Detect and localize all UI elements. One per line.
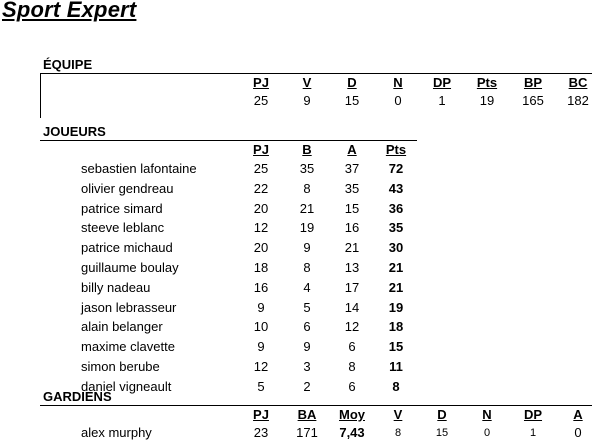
section-gardiens-title: GARDIENS	[43, 389, 112, 404]
player-pts: 8	[392, 378, 400, 394]
player-name: patrice michaud	[81, 240, 173, 256]
player-pts: 35	[388, 220, 404, 236]
player-b: 8	[303, 260, 311, 275]
player-pj: 16	[253, 279, 269, 295]
equipe-value-d: 15	[344, 93, 360, 108]
player-a: 6	[348, 339, 356, 355]
player-b: 3	[303, 359, 311, 374]
player-a: 12	[344, 319, 360, 335]
goalie-dp: 1	[529, 427, 537, 439]
player-a: 15	[344, 200, 360, 216]
player-pts: 11	[389, 359, 403, 374]
gardiens-header-v: V	[393, 407, 403, 422]
equipe-header-n: N	[393, 75, 403, 90]
joueurs-header-pts: Pts	[385, 142, 407, 157]
player-name: guillaume boulay	[81, 260, 179, 275]
player-pj: 20	[253, 240, 269, 256]
equipe-value-pj: 25	[253, 93, 269, 108]
section-joueurs-title: JOUEURS	[43, 124, 106, 139]
player-pj: 25	[253, 161, 269, 176]
player-name: jason lebrasseur	[81, 299, 177, 315]
player-a: 6	[348, 378, 356, 394]
player-b: 9	[303, 339, 311, 355]
player-name: maxime clavette	[81, 339, 175, 355]
player-b: 4	[303, 279, 311, 295]
player-pts: 19	[388, 299, 404, 315]
player-b: 9	[303, 240, 311, 256]
goalie-name: alex murphy	[81, 425, 152, 440]
player-name: daniel vigneault	[81, 378, 172, 394]
player-pj: 9	[257, 339, 265, 355]
player-pj: 5	[257, 378, 265, 394]
player-pts: 72	[388, 161, 404, 176]
player-name: alain belanger	[81, 319, 163, 335]
player-name: olivier gendreau	[81, 180, 174, 196]
gardiens-rule	[40, 405, 592, 406]
equipe-value-bc: 182	[567, 93, 589, 108]
equipe-value-dp: 1	[438, 93, 446, 108]
player-pj: 12	[253, 359, 269, 374]
goalie-moy: 7,43	[339, 425, 365, 440]
player-name: billy nadeau	[81, 279, 151, 295]
section-equipe-title: ÉQUIPE	[43, 57, 93, 72]
player-b: 35	[299, 161, 315, 176]
player-pts: 36	[388, 200, 404, 216]
joueurs-rule	[40, 140, 417, 141]
equipe-value-v: 9	[303, 93, 311, 108]
player-pts: 43	[388, 180, 404, 196]
player-b: 2	[303, 378, 311, 394]
goalie-d: 15	[435, 427, 449, 439]
player-pts: 15	[388, 339, 404, 355]
goalie-v: 8	[394, 427, 402, 439]
player-pts: 30	[388, 240, 404, 256]
player-b: 19	[299, 220, 315, 236]
joueurs-header-b: B	[302, 142, 312, 157]
page-title: Sport Expert	[2, 0, 137, 22]
equipe-header-bc: BC	[568, 75, 588, 90]
player-a: 17	[344, 279, 360, 295]
player-a: 13	[344, 260, 360, 275]
player-b: 8	[303, 180, 311, 196]
player-pj: 22	[253, 180, 269, 196]
equipe-rule	[40, 73, 592, 74]
equipe-header-d: D	[347, 75, 357, 90]
player-name: simon berube	[81, 359, 160, 374]
player-pj: 9	[257, 299, 265, 315]
equipe-header-dp: DP	[432, 75, 452, 90]
equipe-value-bp: 165	[522, 93, 544, 108]
player-b: 5	[303, 299, 311, 315]
player-name: patrice simard	[81, 200, 163, 216]
gardiens-header-dp: DP	[523, 407, 543, 422]
player-a: 14	[344, 299, 360, 315]
player-a: 35	[344, 180, 360, 196]
player-a: 21	[344, 240, 360, 256]
goalie-ba: 171	[296, 425, 318, 440]
equipe-value-pts: 19	[479, 93, 495, 108]
player-b: 21	[299, 200, 315, 216]
player-name: sebastien lafontaine	[81, 161, 197, 176]
player-pts: 21	[388, 260, 404, 275]
gardiens-header-d: D	[437, 407, 447, 422]
gardiens-header-n: N	[482, 407, 492, 422]
player-b: 6	[303, 319, 311, 335]
player-pts: 18	[388, 319, 404, 335]
player-pj: 10	[253, 319, 269, 335]
equipe-value-n: 0	[394, 93, 402, 108]
equipe-left-rule	[40, 73, 41, 118]
gardiens-header-ba: BA	[297, 407, 317, 422]
goalie-a: 0	[574, 425, 582, 440]
equipe-header-v: V	[302, 75, 312, 90]
player-name: steeve leblanc	[81, 220, 165, 236]
joueurs-header-a: A	[347, 142, 357, 157]
equipe-header-bp: BP	[523, 75, 543, 90]
player-pj: 12	[253, 220, 269, 236]
player-pts: 21	[388, 279, 404, 295]
gardiens-header-moy: Moy	[339, 407, 365, 422]
player-pj: 18	[253, 260, 269, 275]
equipe-header-pts: Pts	[476, 75, 498, 90]
gardiens-header-a: A	[573, 407, 583, 422]
goalie-pj: 23	[253, 425, 269, 440]
player-pj: 20	[253, 200, 269, 216]
player-a: 37	[344, 161, 360, 176]
equipe-header-pj: PJ	[253, 75, 269, 90]
player-a: 16	[344, 220, 360, 236]
goalie-n: 0	[483, 427, 491, 439]
player-a: 8	[348, 359, 356, 374]
gardiens-header-pj: PJ	[253, 407, 269, 422]
joueurs-header-pj: PJ	[253, 142, 269, 157]
